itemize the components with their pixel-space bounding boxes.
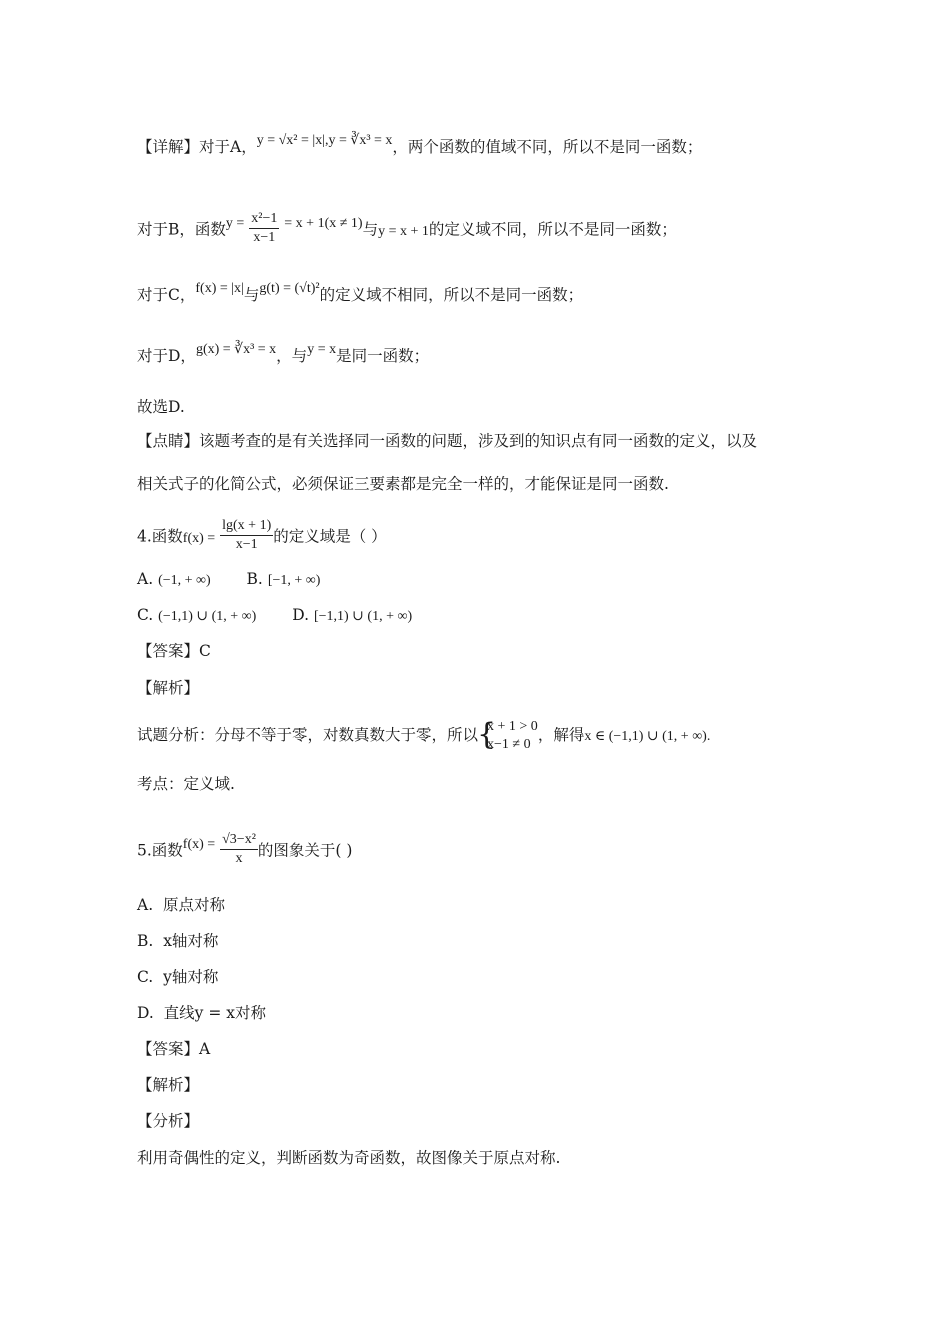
a-text: ，两个函数的值域不同，所以不是同一函数； (392, 138, 703, 156)
q4-system-line-2: x−1 ≠ 0 (487, 737, 531, 752)
q3-comment-line-2: 相关式子的化简公式，必须保证三要素都是完全一样的，才能保证是同一函数. (137, 475, 669, 493)
q5-option-c-label: C. (137, 968, 154, 986)
b-intro: 对于B，函数 (137, 220, 226, 239)
q4-options-row-2 (137, 604, 412, 628)
d-math2: y = x (307, 342, 337, 357)
q4-answer: 【答案】C (137, 642, 211, 660)
c-with: 与 (243, 286, 260, 304)
d-intro: 对于D， (137, 347, 196, 365)
q3-detail-line-d (137, 342, 430, 369)
q5-option-d (137, 1002, 266, 1024)
q4-analysis-text: 试题分析：分母不等于零，对数真数大于零，所以 (137, 726, 479, 744)
q5-option-a-label: A. (137, 896, 154, 914)
q4-prefix: 4.函数 (137, 527, 183, 546)
q5-denominator: x (235, 851, 243, 866)
d-text: 是同一函数； (336, 347, 430, 365)
q5-option-a (137, 894, 225, 916)
q5-option-b-label: B. (137, 932, 154, 950)
a-math: y = √x² = |x|,y = ∛x³ = x (256, 133, 393, 148)
b-numerator: x²−1 (249, 210, 279, 229)
q5-numerator: √3−x² (220, 831, 258, 850)
q4-option-c-label: C. (137, 606, 154, 624)
q4-option-d-label: D. (292, 606, 310, 624)
c-text: 的定义域不相同，所以不是同一函数； (319, 286, 584, 304)
q4-option-a-value: (−1, + ∞) (158, 573, 211, 588)
q5-question (137, 833, 352, 870)
q4-suffix: 的定义域是（ ） (273, 527, 387, 546)
d-mid: ，与 (276, 347, 308, 365)
q5-fenxi-label: 【分析】 (137, 1112, 200, 1130)
q5-option-b-value: x轴对称 (163, 932, 219, 950)
q4-analysis (137, 718, 710, 754)
q4-option-b-label: B. (246, 570, 263, 588)
q4-denominator: x−1 (235, 537, 258, 552)
q5-suffix: 的图象关于( ) (257, 841, 353, 860)
q4-option-d-value: [−1,1) ∪ (1, + ∞) (313, 609, 413, 624)
q5-option-a-value: 原点对称 (162, 896, 225, 914)
detail-label: 【详解】 (137, 138, 200, 156)
q4-option-c-value: (−1,1) ∪ (1, + ∞) (158, 609, 257, 624)
q4-option-a-label: A. (137, 570, 154, 588)
q5-prefix: 5.函数 (137, 841, 183, 860)
q4-options-row-1 (137, 568, 320, 592)
q4-option-b-value: [−1, + ∞) (267, 573, 321, 588)
q4-numerator: lg(x + 1) (220, 517, 273, 536)
a-intro: 对于A， (199, 138, 257, 156)
q4-f-lhs: f(x) = (182, 530, 216, 546)
b-text: 的定义域不同，所以不是同一函数； (428, 220, 677, 239)
q5-analysis-label: 【解析】 (137, 1076, 200, 1094)
q5-option-d-label: D. (137, 1004, 154, 1022)
q4-analysis-label: 【解析】 (137, 679, 200, 697)
q5-option-b (137, 930, 218, 952)
c-math1: f(x) = |x| (195, 281, 244, 296)
b-math-lhs: y = (225, 215, 245, 231)
q4-system-line-1: { x + 1 > 0 (487, 719, 538, 734)
q3-conclusion: 故选D. (137, 398, 185, 416)
q4-solve-text: ，解得 (537, 726, 585, 744)
q5-fraction (220, 831, 258, 868)
d-math1: g(x) = ∛x³ = x (195, 342, 277, 357)
q5-answer: 【答案】A (137, 1040, 211, 1058)
b-math2: y = x + 1 (378, 223, 429, 239)
q5-fenxi-text: 利用奇偶性的定义，判断函数为奇函数，故图像关于原点对称. (137, 1149, 561, 1167)
q4-kaodian: 考点：定义域. (137, 775, 235, 793)
q4-fraction (220, 517, 273, 554)
q3-detail-line-a (137, 133, 703, 160)
q5-option-d-value: 直线y = x对称 (163, 1004, 267, 1022)
q5-f-lhs: f(x) = (182, 836, 216, 852)
b-denominator: x−1 (253, 230, 276, 245)
q5-option-c (137, 966, 218, 988)
q3-detail-line-c (137, 281, 584, 308)
b-fraction (249, 210, 279, 247)
q3-detail-line-b (137, 212, 677, 249)
b-with: 与 (362, 220, 379, 239)
q5-option-c-value: y轴对称 (163, 968, 219, 986)
b-math-rhs: = x + 1(x ≠ 1) (284, 215, 363, 231)
q4-question (137, 519, 387, 556)
q3-comment-line-1: 【点睛】该题考查的是有关选择同一函数的问题，涉及到的知识点有同一函数的定义，以及 (137, 432, 758, 450)
c-intro: 对于C， (137, 286, 196, 304)
c-math2: g(t) = (√t)² (259, 281, 320, 296)
q4-inequality-system (478, 718, 538, 754)
q4-solution: x ∈ (−1,1) ∪ (1, + ∞). (584, 729, 711, 744)
